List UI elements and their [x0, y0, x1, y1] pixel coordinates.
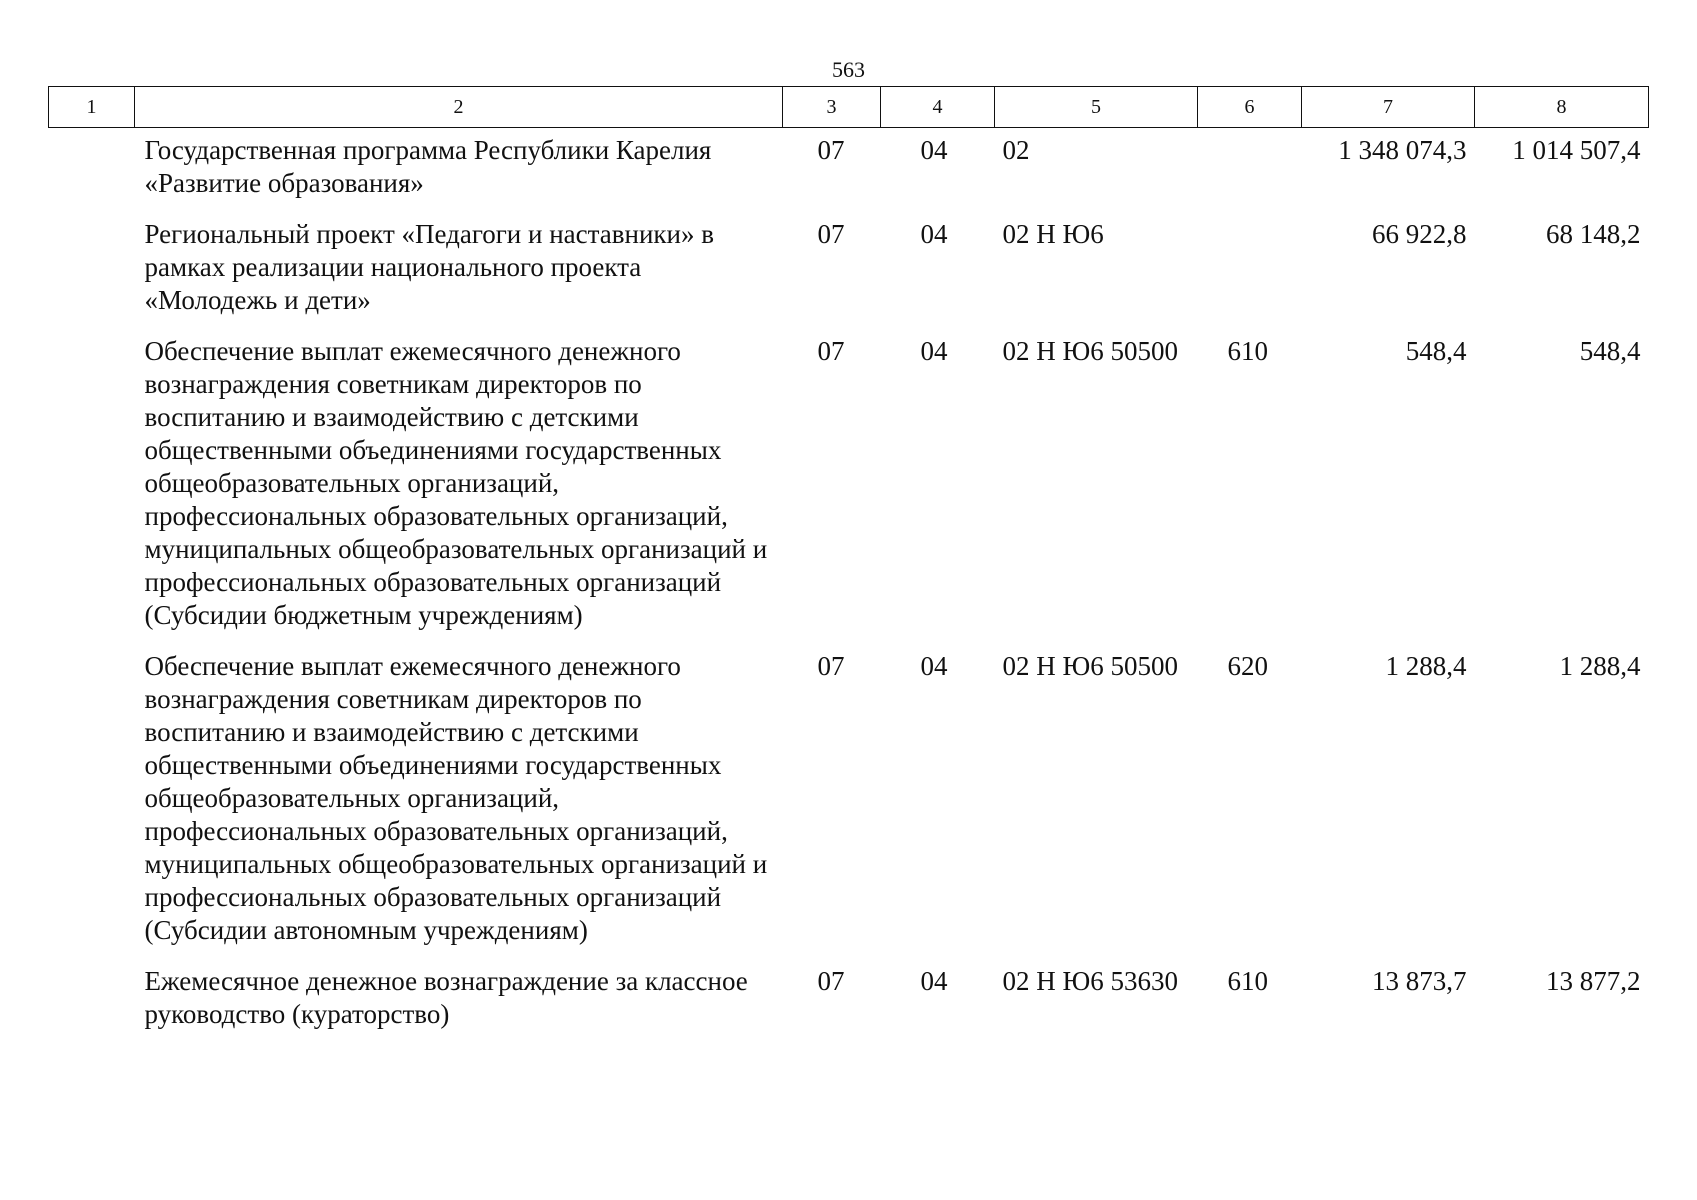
amount-col7: 1 288,4 — [1385, 651, 1467, 681]
target-code: 02 Н Ю6 50500 — [1002, 651, 1178, 681]
column-header-1: 1 — [49, 87, 135, 128]
expense-type-code — [1198, 128, 1302, 213]
column-header-5: 5 — [995, 87, 1198, 128]
table-row — [49, 329, 1649, 644]
section-code: 07 — [817, 966, 845, 996]
amount-col7: 548,4 — [1405, 336, 1467, 366]
table-row — [49, 959, 1649, 1043]
expense-type-code — [1198, 212, 1302, 329]
item-name: Ежемесячное денежное вознаграждение за классное руководство (кураторство) — [144, 966, 748, 1029]
amount-col8: 13 877,2 — [1546, 966, 1641, 996]
empty-cell — [49, 128, 135, 213]
subsection-code: 04 — [920, 651, 948, 681]
amount-col7: 13 873,7 — [1372, 966, 1467, 996]
subsection-code: 04 — [920, 966, 948, 996]
empty-cell — [49, 644, 135, 959]
empty-cell — [49, 959, 135, 1043]
empty-cell — [49, 212, 135, 329]
table-row — [49, 644, 1649, 959]
budget-table — [48, 86, 1649, 1043]
section-code: 07 — [817, 336, 845, 366]
subsection-code: 04 — [920, 219, 948, 249]
amount-col8: 68 148,2 — [1546, 219, 1641, 249]
item-name: Государственная программа Республики Карелия «Развитие образования» — [144, 135, 712, 198]
expense-type-code: 610 — [1227, 966, 1268, 996]
subsection-code: 04 — [920, 135, 948, 165]
column-header-2: 2 — [135, 87, 783, 128]
column-header-4: 4 — [881, 87, 995, 128]
amount-col8: 1 014 507,4 — [1512, 135, 1641, 165]
section-code: 07 — [817, 219, 845, 249]
amount-col8: 548,4 — [1579, 336, 1641, 366]
amount-col7: 66 922,8 — [1372, 219, 1467, 249]
column-header-6: 6 — [1198, 87, 1302, 128]
item-name: Обеспечение выплат ежемесячного денежного вознаграждения советникам директоров по воспитанию и взаимодействию с детскими общественными объединениями государственных общеобразовательных организаций, профессиональных образовательных организаций, муниципальных общеобразовательных организаций и профессиональных образовательных организаций (Субсидии бюджетным учреждениям) — [144, 336, 768, 630]
expense-type-code: 620 — [1227, 651, 1268, 681]
target-code: 02 Н Ю6 — [1002, 219, 1104, 249]
amount-col8: 1 288,4 — [1559, 651, 1641, 681]
section-code: 07 — [817, 651, 845, 681]
section-code: 07 — [817, 135, 845, 165]
amount-col7: 1 348 074,3 — [1338, 135, 1467, 165]
column-header-3: 3 — [783, 87, 881, 128]
item-name: Региональный проект «Педагоги и наставники» в рамках реализации национального проекта «Молодежь и дети» — [144, 219, 714, 315]
expense-type-code: 610 — [1227, 336, 1268, 366]
subsection-code: 04 — [920, 336, 948, 366]
column-header-8: 8 — [1475, 87, 1649, 128]
page-number: 563 — [832, 57, 865, 82]
header-row — [49, 87, 1649, 128]
item-name: Обеспечение выплат ежемесячного денежного вознаграждения советникам директоров по воспитанию и взаимодействию с детскими общественными объединениями государственных общеобразовательных организаций, профессиональных образовательных организаций, муниципальных общеобразовательных организаций и профессиональных образовательных организаций (Субсидии автономным учреждениям) — [144, 651, 768, 945]
table-row — [49, 212, 1649, 329]
target-code: 02 Н Ю6 50500 — [1002, 336, 1178, 366]
empty-cell — [49, 329, 135, 644]
column-header-7: 7 — [1302, 87, 1475, 128]
table-row — [49, 128, 1649, 213]
target-code: 02 — [1002, 135, 1030, 165]
target-code: 02 Н Ю6 53630 — [1002, 966, 1178, 996]
